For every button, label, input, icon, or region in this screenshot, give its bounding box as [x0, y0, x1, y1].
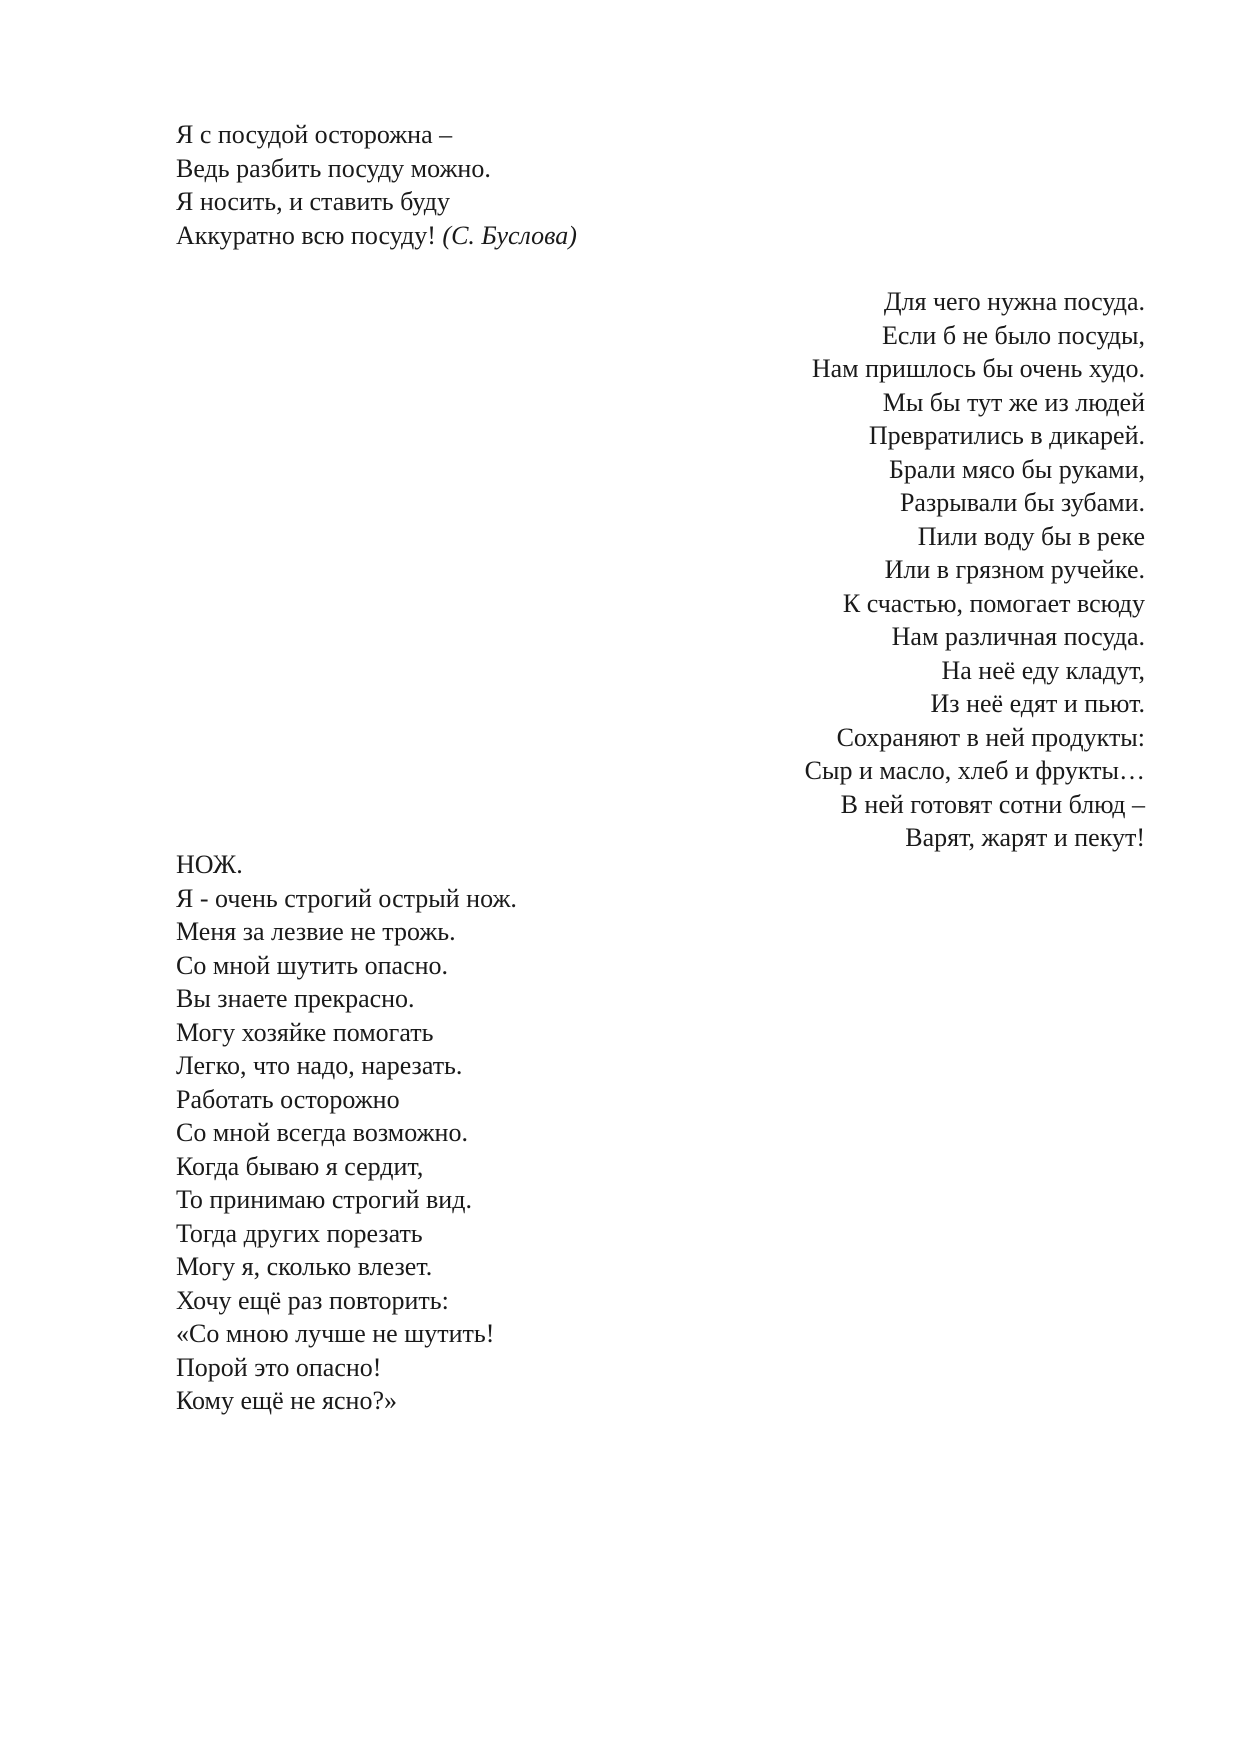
poem-line: Из неё едят и пьют. — [930, 689, 1145, 718]
poem-line: Если б не было посуды, — [882, 320, 1145, 350]
poem-line: Могу я, сколько влезет. — [176, 1252, 433, 1281]
poem-line: Мы бы тут же из людей — [882, 387, 1145, 417]
poem-line: Могу хозяйке помогать — [176, 1017, 434, 1047]
poem-line: Я - очень строгий острый нож. — [176, 883, 517, 913]
poem-line: На неё еду кладут, — [941, 655, 1145, 685]
poem-line: Или в грязном ручейке. — [884, 555, 1145, 584]
poem-line: Меня за лезвие не трожь. — [176, 917, 456, 946]
poem-line-text: Аккуратно всю посуду! — [176, 220, 436, 250]
poem-line: Сохраняют в ней продукты: — [836, 722, 1145, 752]
poem-line: В ней готовят сотни блюд – — [840, 789, 1145, 819]
poem-line: Когда бываю я сердит, — [176, 1151, 424, 1181]
poem-line: Со мной шутить опасно. — [176, 950, 449, 980]
poem-knife — [176, 848, 517, 1418]
poem-why-dishes — [805, 285, 1145, 855]
poem-line: Вы знаете прекрасно. — [176, 984, 415, 1013]
poem-line: Я с посудой осторожна – — [176, 120, 453, 149]
poem-line: Нам пришлось бы очень худо. — [811, 354, 1145, 383]
poem-line: Порой это опасно! — [176, 1352, 382, 1382]
poem-line: Тогда других порезать — [176, 1218, 423, 1248]
poem-line: Сыр и масло, хлеб и фрукты… — [804, 756, 1145, 785]
poem-line: Легко, что надо, нарезать. — [176, 1051, 463, 1080]
poem-line-last — [176, 219, 577, 253]
poem-line: Пили воду бы в реке — [917, 521, 1145, 551]
poem-line: Варят, жарят и пекут! — [905, 823, 1145, 852]
poem-line: То принимаю строгий вид. — [176, 1185, 472, 1214]
poem-line: Ведь разбить посуду можно. — [176, 153, 491, 183]
poem-line: «Со мною лучше не шутить! — [176, 1319, 495, 1348]
poem-line: Брали мясо бы руками, — [888, 454, 1145, 484]
poem-line: Работать осторожно — [176, 1084, 400, 1114]
poem-line: Для чего нужна посуда. — [883, 287, 1145, 316]
poem-line: Со мной всегда возможно. — [176, 1118, 468, 1147]
poem-dishes-careful — [176, 118, 577, 252]
poem-title: НОЖ. — [176, 850, 243, 879]
poem-line: Разрывали бы зубами. — [899, 488, 1145, 517]
poem-line: Я носить, и ставить буду — [176, 187, 450, 216]
poem-line: Нам различная посуда. — [891, 622, 1145, 651]
poem-line: Превратились в дикарей. — [868, 421, 1145, 450]
poem-author: (С. Буслова) — [442, 220, 577, 250]
poem-line: Кому ещё не ясно?» — [176, 1386, 398, 1415]
poem-line: Хочу ещё раз повторить: — [176, 1285, 449, 1315]
poem-line: К счастью, помогает всюду — [842, 588, 1145, 618]
